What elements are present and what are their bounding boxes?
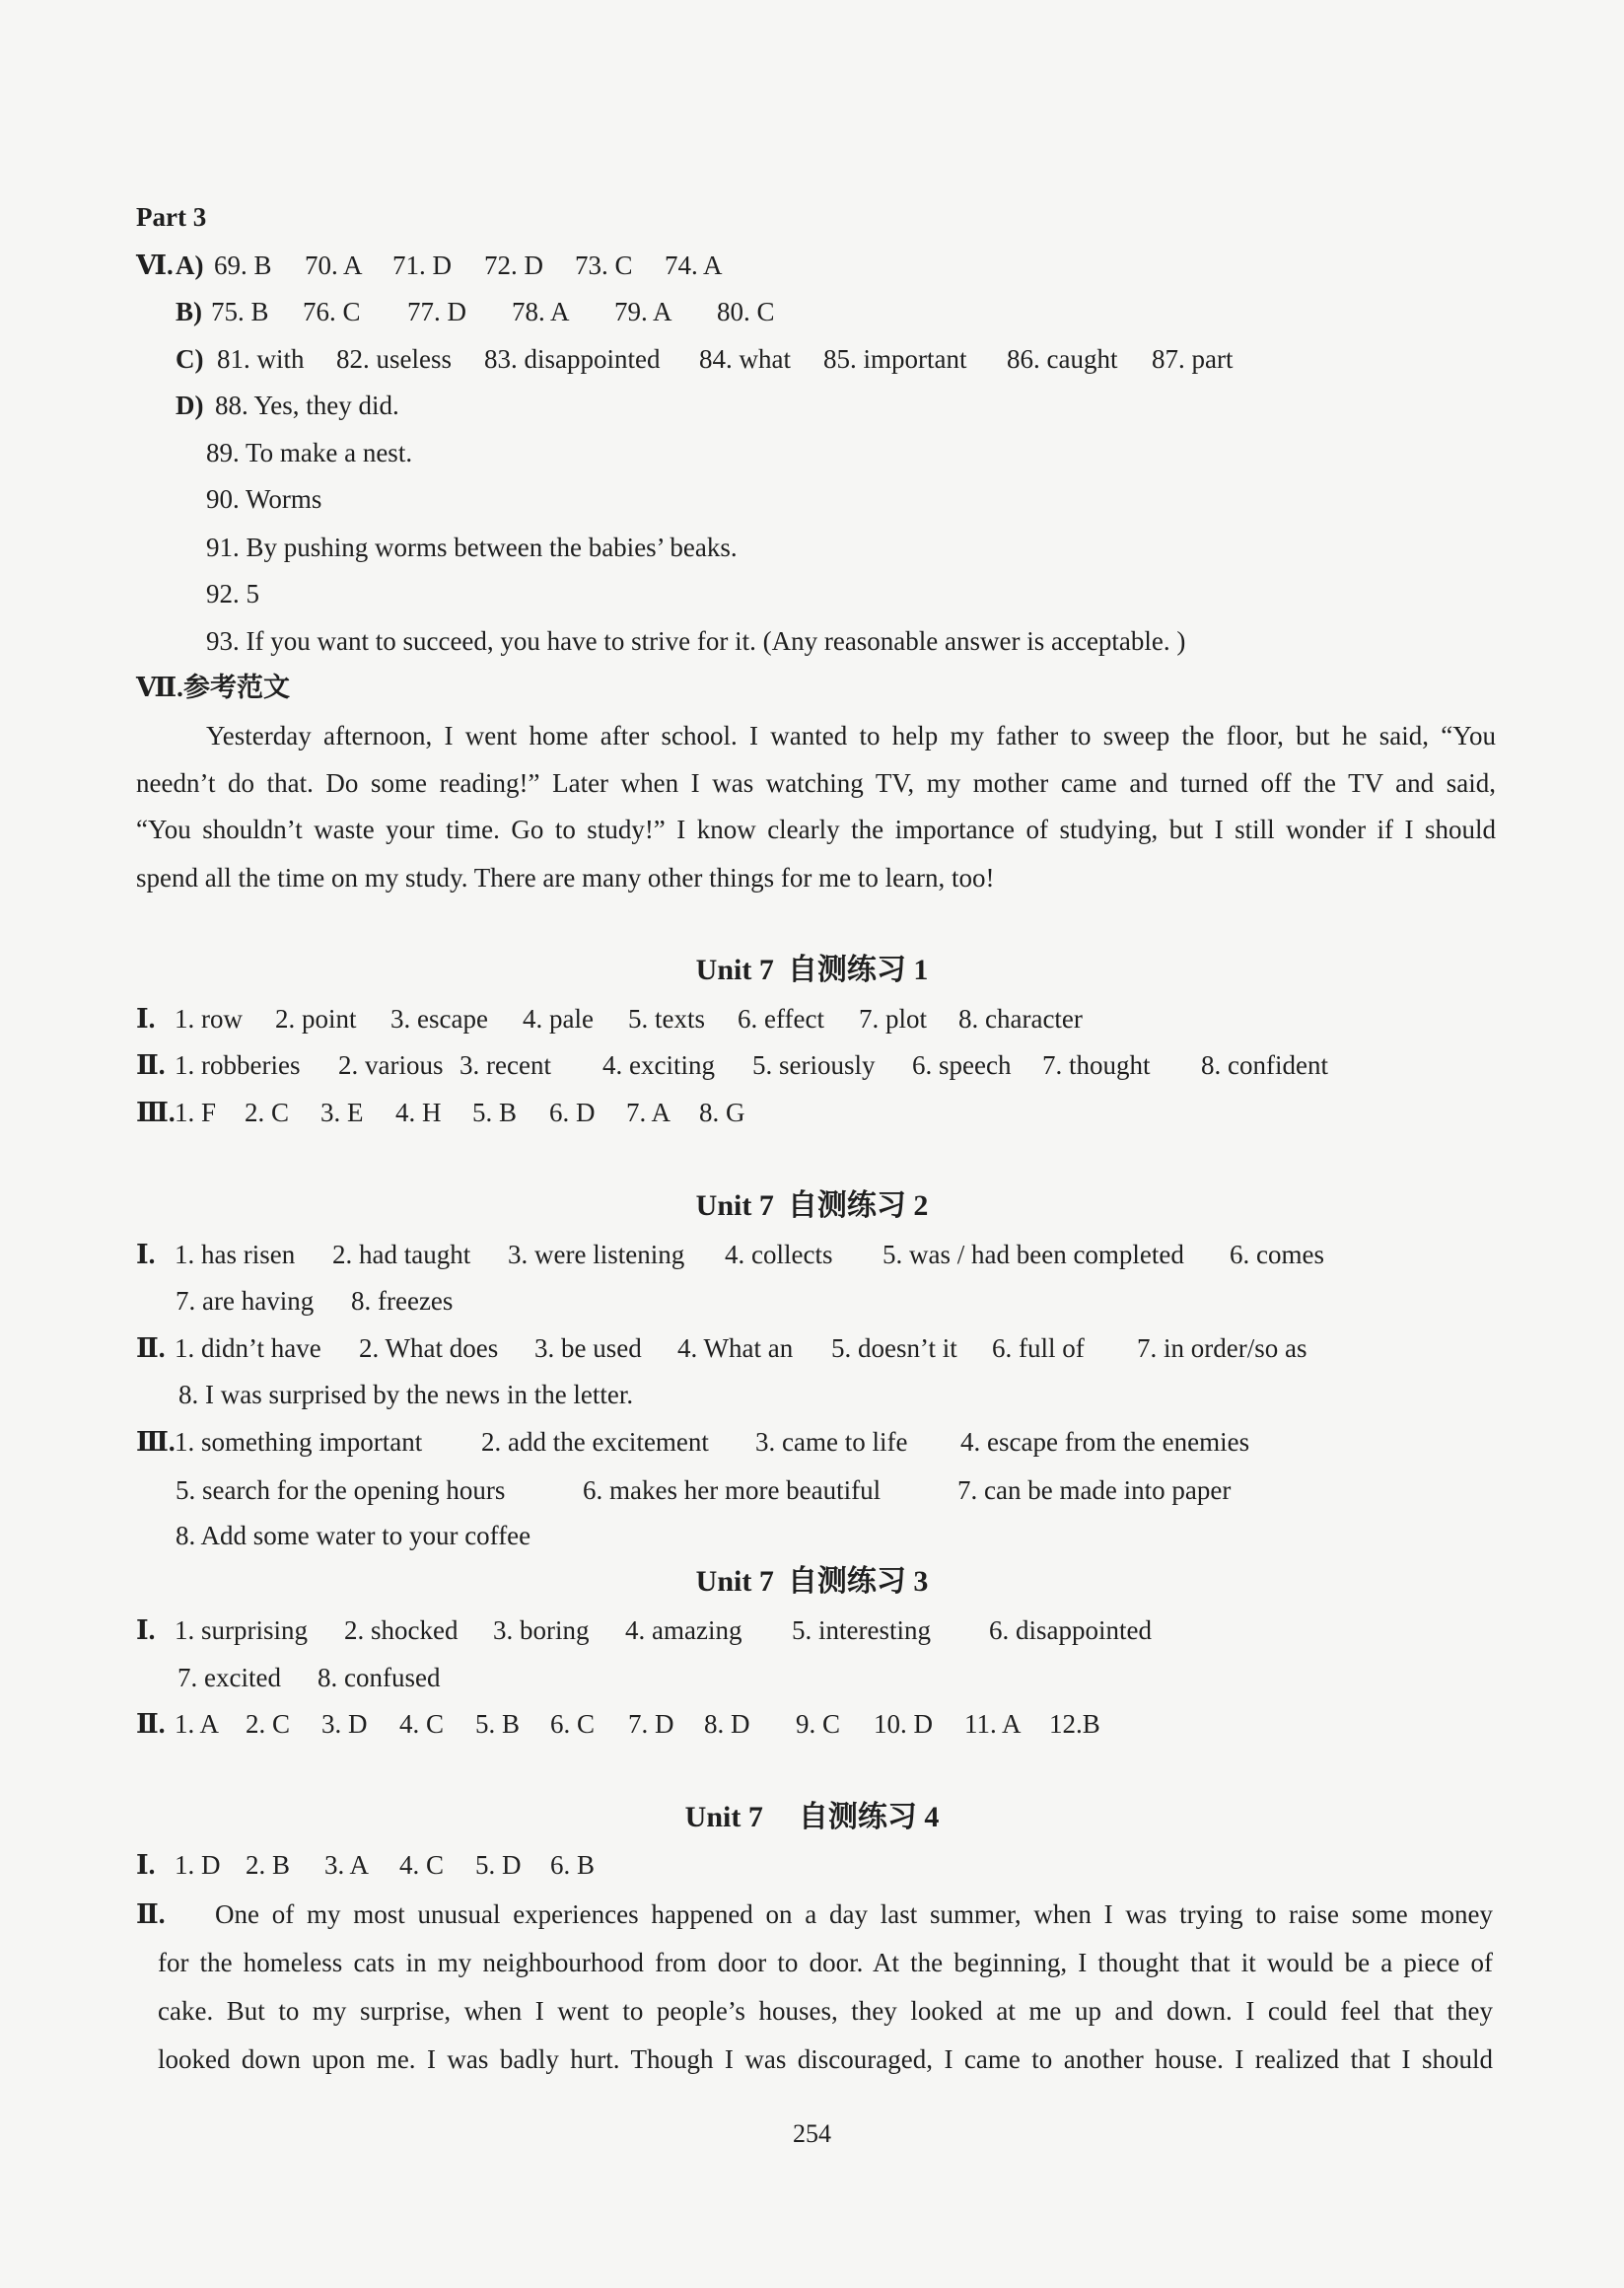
answer-item: 1. robberies bbox=[175, 1050, 301, 1080]
part-title-line bbox=[0, 197, 1624, 237]
answer-item: 4. C bbox=[399, 1709, 445, 1739]
section-title: 参考范文 bbox=[183, 673, 290, 702]
answer-item: 1. row bbox=[175, 1004, 243, 1034]
answer-item: 6. C bbox=[550, 1709, 596, 1739]
subsection-label: D) bbox=[176, 391, 204, 420]
subsection-label: C) bbox=[176, 344, 204, 374]
answer-item: 76. C bbox=[303, 297, 361, 326]
answer-item: 3. were listening bbox=[508, 1240, 685, 1269]
answer-item: 75. B bbox=[211, 297, 269, 326]
section-line-continued bbox=[0, 1375, 1624, 1414]
answer-item: 3. E bbox=[320, 1098, 364, 1127]
answer-item: 7. A bbox=[626, 1098, 671, 1127]
answer-item: 10. D bbox=[874, 1709, 933, 1739]
answer-item: 2. B bbox=[246, 1850, 291, 1880]
answer-item: 2. add the excitement bbox=[481, 1427, 709, 1457]
answer-item: 7. in order/so as bbox=[1137, 1333, 1307, 1363]
answer-item: 1. has risen bbox=[175, 1240, 296, 1269]
page-number: 254 bbox=[793, 2119, 831, 2148]
answer-item: 5. seriously bbox=[752, 1050, 876, 1080]
section-line-continued bbox=[0, 1516, 1624, 1555]
answer-item: 7. D bbox=[628, 1709, 674, 1739]
unit-heading bbox=[0, 1560, 1624, 1604]
answer-line bbox=[0, 433, 1624, 472]
unit-heading-en: Unit 7 bbox=[695, 1565, 774, 1598]
answer-item: 8. I was surprised by the news in the letter. bbox=[178, 1380, 634, 1409]
section-label: Ⅱ. bbox=[136, 1899, 166, 1929]
subsection-label: A) bbox=[176, 250, 204, 280]
section-label: Ⅶ. bbox=[136, 673, 183, 702]
section-line bbox=[0, 1045, 1624, 1085]
answer-item: 5. interesting bbox=[792, 1615, 931, 1645]
answer-item: 8. G bbox=[699, 1098, 745, 1127]
unit-heading bbox=[0, 1796, 1624, 1839]
essay-line: spend all the time on my study. There are many other things for me to learn, too! bbox=[136, 863, 995, 893]
answer-item: 8. Add some water to your coffee bbox=[176, 1521, 531, 1550]
answer-item: 5. search for the opening hours bbox=[176, 1475, 506, 1505]
answer-item: 3. came to life bbox=[755, 1427, 908, 1457]
answer-item: 5. doesn’t it bbox=[831, 1333, 957, 1363]
answer-item: 4. collects bbox=[725, 1240, 833, 1269]
part-title: Part 3 bbox=[136, 202, 207, 232]
answer-item: 2. C bbox=[246, 1709, 291, 1739]
answer-item: 2. C bbox=[245, 1098, 290, 1127]
section-line bbox=[0, 1704, 1624, 1744]
unit-heading bbox=[0, 1184, 1624, 1228]
answer-item: 2. had taught bbox=[332, 1240, 471, 1269]
answer-item: 6. B bbox=[550, 1850, 596, 1880]
answer-item: 4. escape from the enemies bbox=[960, 1427, 1250, 1457]
answer-item: 9. C bbox=[796, 1709, 841, 1739]
section-label: Ⅲ. bbox=[136, 1427, 176, 1457]
section-label: Ⅰ. bbox=[136, 1615, 156, 1645]
answer-item: 1. surprising bbox=[175, 1615, 308, 1645]
section-vi-a bbox=[0, 246, 1624, 285]
section-line bbox=[0, 1093, 1624, 1132]
essay-line: Yesterday afternoon, I went home after school. I wanted to help my father to sweep the floor, but he said, “You bbox=[206, 721, 1496, 751]
answer-item: 3. boring bbox=[493, 1615, 590, 1645]
answer-item: 69. B bbox=[214, 250, 272, 280]
answer-item: 8. confused bbox=[318, 1663, 441, 1692]
section-vii bbox=[0, 668, 1624, 707]
section-line-continued bbox=[0, 1281, 1624, 1321]
answer-item: 6. effect bbox=[738, 1004, 824, 1034]
answer-item: 8. D bbox=[704, 1709, 750, 1739]
answer-item: 70. A bbox=[305, 250, 363, 280]
answer-item: 90. Worms bbox=[206, 484, 322, 514]
essay-line: needn’t do that. Do some reading!” Later when I was watching TV, my mother came and turned off the TV and said, bbox=[136, 768, 1496, 798]
answer-item: 7. are having bbox=[176, 1286, 315, 1316]
answer-line bbox=[0, 621, 1624, 661]
answer-item: 4. H bbox=[395, 1098, 442, 1127]
answer-line bbox=[0, 479, 1624, 519]
essay-line: looked down upon me. I was badly hurt. Though I was discouraged, I came to another house. I realized that I should bbox=[158, 2044, 1493, 2074]
answer-item: 5. D bbox=[475, 1850, 522, 1880]
answer-item: 1. F bbox=[175, 1098, 217, 1127]
answer-item: 81. with bbox=[217, 344, 305, 374]
answer-item: 91. By pushing worms between the babies’ beaks. bbox=[206, 533, 738, 562]
subsection-label: B) bbox=[176, 297, 202, 326]
answer-item: 83. disappointed bbox=[484, 344, 661, 374]
answer-item: 4. What an bbox=[677, 1333, 794, 1363]
essay-line: cake. But to my surprise, when I went to people’s houses, they looked at me up and down. I could feel that they bbox=[158, 1996, 1493, 2026]
answer-item: 86. caught bbox=[1007, 344, 1118, 374]
section-label: Ⅱ. bbox=[136, 1709, 166, 1739]
answer-item: 3. recent bbox=[459, 1050, 551, 1080]
answer-item: 71. D bbox=[392, 250, 452, 280]
section-line bbox=[0, 1328, 1624, 1368]
section-line bbox=[0, 1845, 1624, 1885]
unit-heading-cn: 自测练习 1 bbox=[787, 954, 929, 986]
section-label: Ⅰ. bbox=[136, 1004, 156, 1034]
unit-heading-cn: 自测练习 2 bbox=[787, 1189, 929, 1222]
answer-item: 72. D bbox=[484, 250, 543, 280]
section-label: Ⅱ. bbox=[136, 1050, 166, 1080]
essay-line: for the homeless cats in my neighbourhood from door to door. At the beginning, I thought that it would be a piece of bbox=[158, 1948, 1493, 1977]
answer-item: 8. freezes bbox=[351, 1286, 454, 1316]
answer-item: 85. important bbox=[823, 344, 967, 374]
answer-item: 5. B bbox=[472, 1098, 518, 1127]
answer-item: 3. be used bbox=[534, 1333, 642, 1363]
answer-item: 4. amazing bbox=[625, 1615, 742, 1645]
answer-item: 1. didn’t have bbox=[175, 1333, 321, 1363]
unit-heading-en: Unit 7 bbox=[695, 954, 774, 986]
answer-item: 93. If you want to succeed, you have to strive for it. (Any reasonable answer is acceptable. ) bbox=[206, 626, 1186, 656]
section-label: Ⅵ. bbox=[136, 250, 174, 280]
section-vi-d bbox=[0, 386, 1624, 425]
answer-item: 1. something important bbox=[175, 1427, 423, 1457]
section-line bbox=[0, 999, 1624, 1038]
section-line bbox=[0, 1610, 1624, 1650]
section-line-continued bbox=[0, 1470, 1624, 1510]
answer-item: 79. A bbox=[614, 297, 672, 326]
section-label: Ⅱ. bbox=[136, 1333, 166, 1363]
answer-item: 6. speech bbox=[912, 1050, 1012, 1080]
answer-item: 11. A bbox=[964, 1709, 1022, 1739]
section-label: Ⅰ. bbox=[136, 1240, 156, 1269]
answer-item: 74. A bbox=[665, 250, 723, 280]
answer-item: 2. shocked bbox=[344, 1615, 459, 1645]
answer-item: 4. C bbox=[399, 1850, 445, 1880]
section-line bbox=[0, 1422, 1624, 1462]
answer-item: 87. part bbox=[1152, 344, 1234, 374]
essay-line: “You shouldn’t waste your time. Go to study!” I know clearly the importance of studying, but I still wonder if I should bbox=[136, 815, 1496, 844]
answer-item: 5. B bbox=[475, 1709, 521, 1739]
answer-item: 3. D bbox=[321, 1709, 368, 1739]
answer-item: 6. disappointed bbox=[989, 1615, 1152, 1645]
answer-item: 7. excited bbox=[177, 1663, 281, 1692]
unit-heading-cn: 自测练习 3 bbox=[787, 1565, 929, 1598]
answer-item: 1. A bbox=[175, 1709, 220, 1739]
answer-item: 89. To make a nest. bbox=[206, 438, 413, 467]
answer-item: 7. thought bbox=[1042, 1050, 1151, 1080]
unit-heading-cn: 自测练习 4 bbox=[798, 1801, 940, 1833]
answer-item: 1. D bbox=[175, 1850, 221, 1880]
section-line bbox=[0, 1235, 1624, 1274]
essay-line: One of my most unusual experiences happened on a day last summer, when I was trying to raise some money bbox=[215, 1899, 1493, 1929]
section-vi-c bbox=[0, 339, 1624, 379]
answer-item: 88. Yes, they did. bbox=[215, 391, 399, 420]
answer-item: 78. A bbox=[512, 297, 570, 326]
answer-item: 4. pale bbox=[523, 1004, 594, 1034]
answer-item: 8. character bbox=[958, 1004, 1083, 1034]
answer-item: 6. full of bbox=[992, 1333, 1085, 1363]
answer-item: 80. C bbox=[717, 297, 775, 326]
answer-item: 7. can be made into paper bbox=[957, 1475, 1232, 1505]
answer-item: 82. useless bbox=[336, 344, 452, 374]
answer-item: 5. was / had been completed bbox=[883, 1240, 1184, 1269]
answer-item: 12.B bbox=[1049, 1709, 1100, 1739]
answer-item: 73. C bbox=[575, 250, 633, 280]
unit-heading-en: Unit 7 bbox=[695, 1189, 774, 1222]
section-vi-b bbox=[0, 292, 1624, 331]
unit-heading-en: Unit 7 bbox=[684, 1801, 763, 1833]
answer-item: 6. makes her more beautiful bbox=[583, 1475, 882, 1505]
unit-heading bbox=[0, 949, 1624, 992]
answer-item: 3. escape bbox=[390, 1004, 488, 1034]
answer-item: 2. various bbox=[338, 1050, 444, 1080]
answer-item: 3. A bbox=[324, 1850, 370, 1880]
answer-item: 92. 5 bbox=[206, 579, 259, 608]
answer-item: 5. texts bbox=[628, 1004, 705, 1034]
answer-item: 2. point bbox=[275, 1004, 357, 1034]
section-label: Ⅰ. bbox=[136, 1850, 156, 1880]
answer-item: 77. D bbox=[407, 297, 466, 326]
answer-item: 84. what bbox=[699, 344, 791, 374]
section-line-continued bbox=[0, 1658, 1624, 1697]
answer-item: 6. D bbox=[549, 1098, 596, 1127]
answer-line bbox=[0, 528, 1624, 567]
answer-item: 8. confident bbox=[1201, 1050, 1328, 1080]
answer-line bbox=[0, 574, 1624, 613]
answer-item: 7. plot bbox=[859, 1004, 928, 1034]
answer-item: 6. comes bbox=[1230, 1240, 1324, 1269]
section-label: Ⅲ. bbox=[136, 1098, 176, 1127]
answer-item: 4. exciting bbox=[602, 1050, 715, 1080]
answer-item: 2. What does bbox=[359, 1333, 499, 1363]
